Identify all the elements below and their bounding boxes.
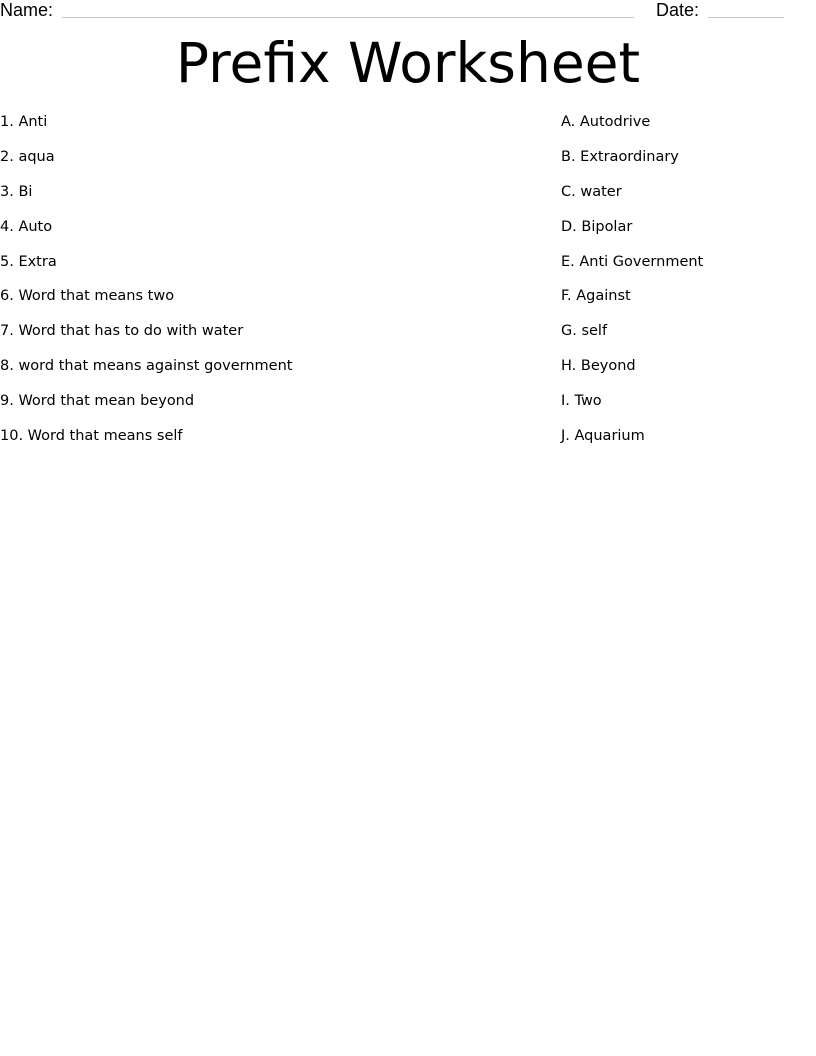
question-item: 6. Word that means two (0, 288, 175, 305)
answer-item: D. Bipolar (561, 218, 633, 235)
answer-item: A. Autodrive (561, 114, 651, 130)
answer-item: F. Against (561, 288, 631, 305)
question-item: 1. Anti (0, 114, 48, 130)
date-blank-line (708, 17, 784, 18)
answer-item: I. Two (561, 393, 602, 410)
name-label: Name: (0, 0, 54, 20)
question-item: 2. aqua (0, 148, 55, 165)
page-title: Prefix Worksheet (175, 31, 641, 95)
question-item: 5. Extra (0, 253, 57, 270)
answer-item: H. Beyond (561, 358, 636, 375)
name-blank-line (62, 17, 634, 18)
question-item: 3. Bi (0, 183, 33, 200)
question-item: 10. Word that means self (0, 428, 183, 445)
answer-item: G. self (561, 323, 608, 340)
question-item: 8. word that means against government (0, 358, 293, 375)
answer-item: C. water (561, 183, 622, 200)
question-list (0, 112, 520, 461)
date-label: Date: (656, 0, 700, 20)
question-item: 7. Word that has to do with water (0, 323, 244, 340)
answer-list (561, 112, 811, 461)
answer-item: B. Extraordinary (561, 148, 679, 165)
question-item: 9. Word that mean beyond (0, 393, 195, 410)
question-item: 4. Auto (0, 218, 53, 235)
answer-item: J. Aquarium (561, 428, 645, 445)
answer-item: E. Anti Government (561, 253, 704, 270)
header-row (0, 0, 816, 24)
